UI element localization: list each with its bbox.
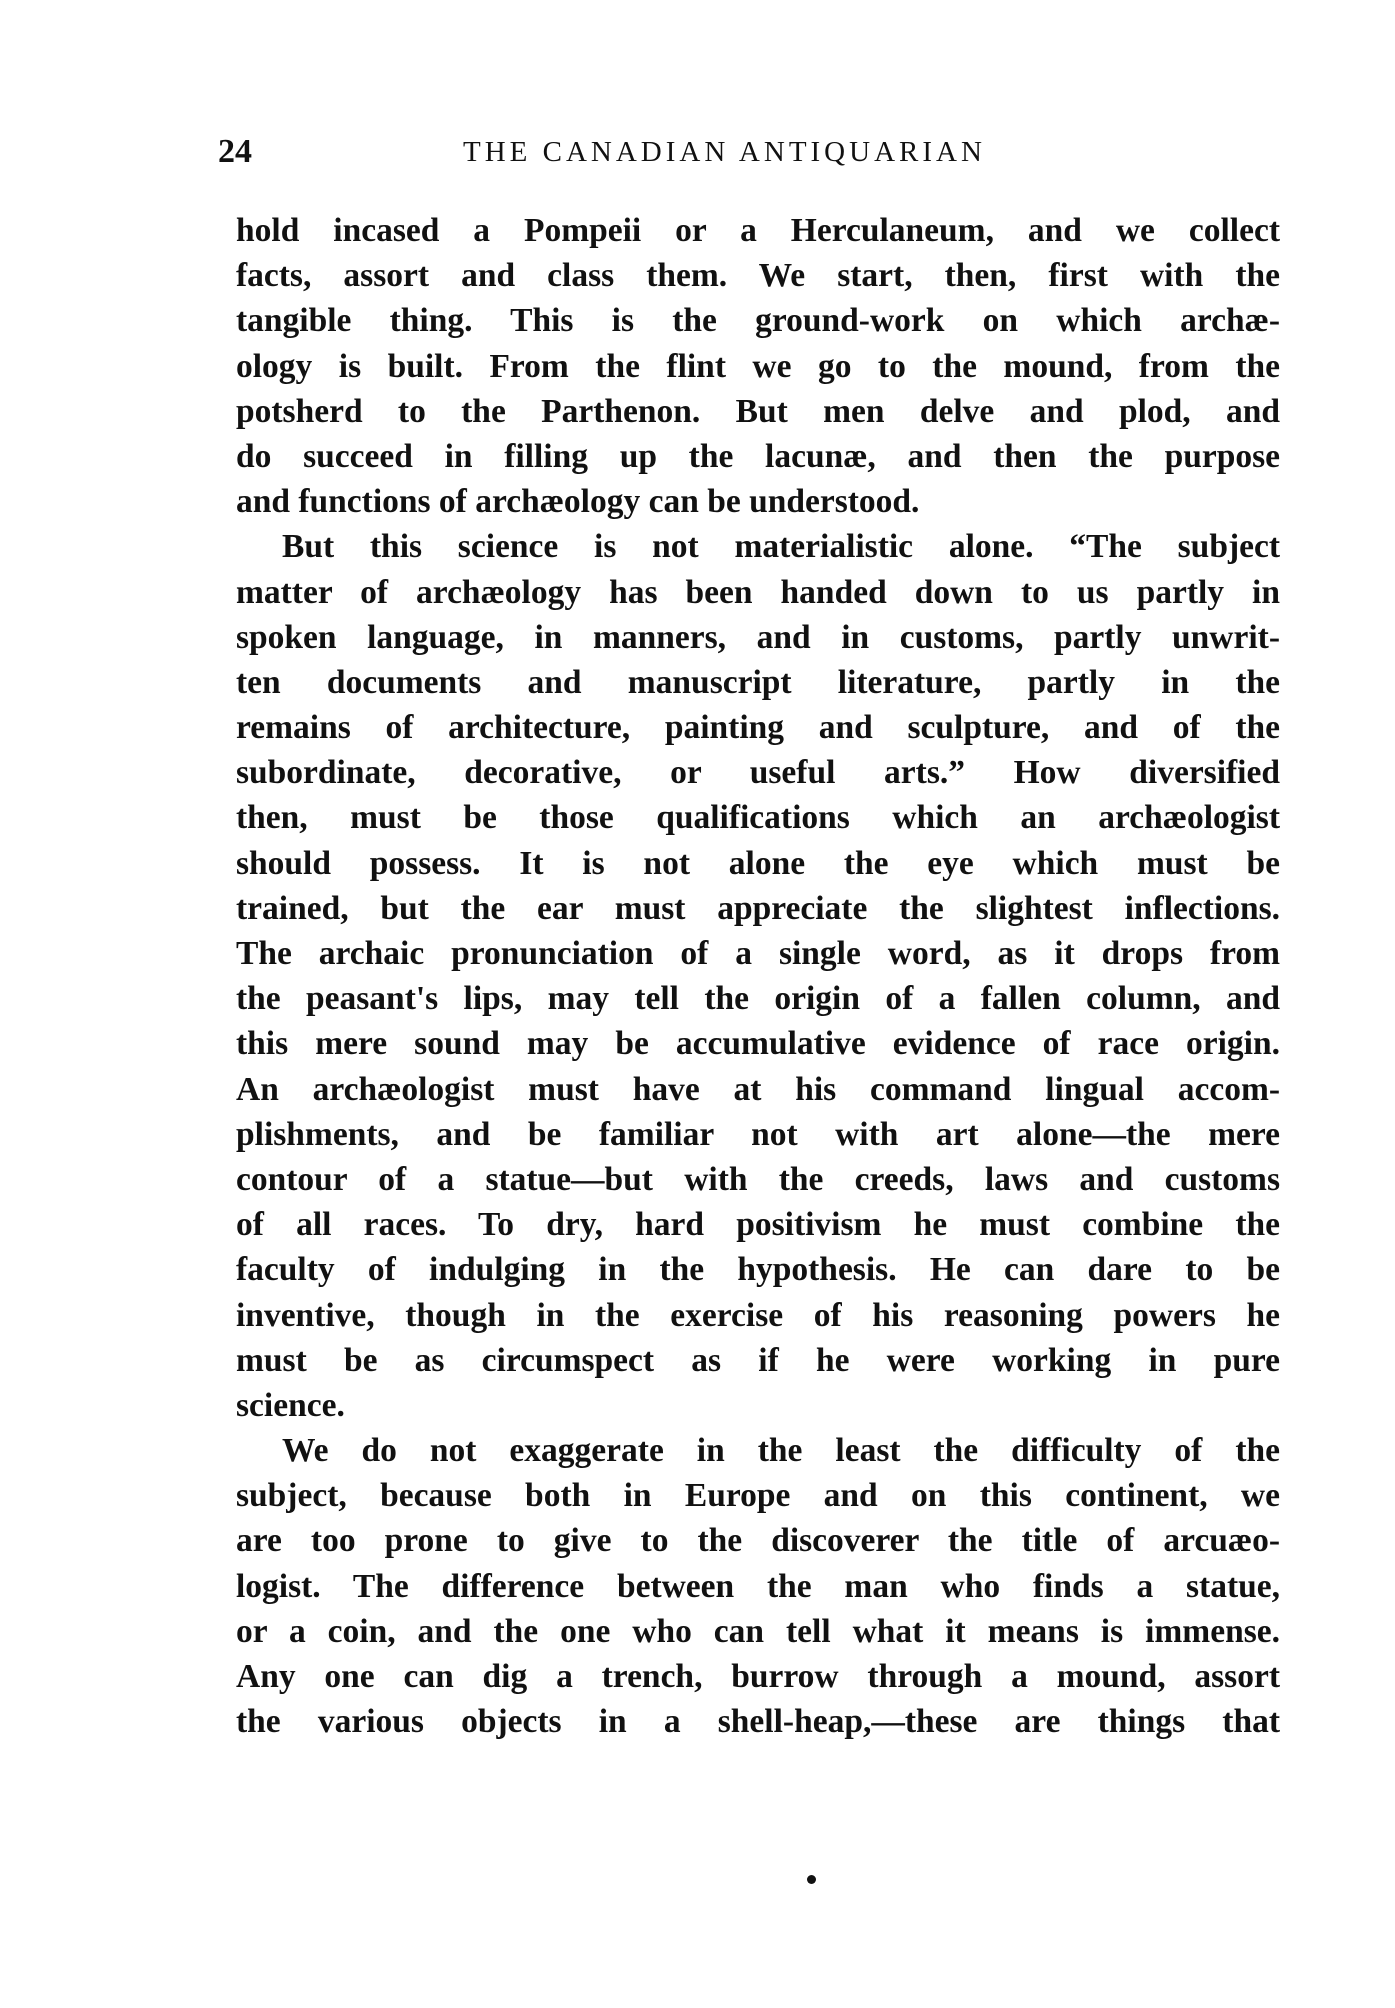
text-line: or a coin, and the one who can tell what it means is immense. (236, 1612, 1280, 1650)
text-line: spoken language, in manners, and in customs, partly unwrit- (236, 618, 1280, 656)
text-line: ten documents and manuscript literature, partly in the (236, 663, 1280, 701)
body-text (236, 208, 1280, 1744)
text-line: science. (236, 1386, 345, 1424)
text-line: and functions of archæology can be understood. (236, 483, 920, 521)
text-line: potsherd to the Parthenon. But men delve and plod, and (236, 392, 1280, 430)
text-line: this mere sound may be accumulative evidence of race origin. (236, 1025, 1280, 1063)
text-line: of all races. To dry, hard positivism he must combine the (236, 1206, 1280, 1244)
text-line: remains of architecture, painting and sculpture, and of the (236, 709, 1280, 747)
running-head (218, 127, 1283, 177)
text-line: We do not exaggerate in the least the difficulty of the (282, 1432, 1280, 1470)
text-line: subject, because both in Europe and on this continent, we (236, 1477, 1280, 1515)
page-number: 24 (218, 133, 252, 170)
text-line: logist. The difference between the man who finds a statue, (236, 1567, 1280, 1605)
text-line: then, must be those qualifications which an archæologist (236, 799, 1280, 837)
text-line: do succeed in filling up the lacunæ, and then the purpose (236, 437, 1280, 475)
text-line: the various objects in a shell-heap,—these are things that (236, 1703, 1280, 1741)
paragraph-3 (236, 1428, 1280, 1744)
text-line: faculty of indulging in the hypothesis. He can dare to be (236, 1251, 1280, 1289)
text-line: tangible thing. This is the ground-work on which archæ- (236, 302, 1280, 340)
ink-dot (807, 1875, 816, 1884)
text-line: inventive, though in the exercise of his reasoning powers he (236, 1296, 1280, 1334)
text-line: trained, but the ear must appreciate the slightest inflections. (236, 889, 1280, 927)
text-line: should possess. It is not alone the eye which must be (236, 844, 1280, 882)
text-line: must be as circumspect as if he were working in pure (236, 1341, 1280, 1379)
text-line: the peasant's lips, may tell the origin of a fallen column, and (236, 980, 1280, 1018)
text-line: An archæologist must have at his command lingual accom- (236, 1070, 1280, 1108)
text-line: The archaic pronunciation of a single word, as it drops from (236, 935, 1280, 972)
journal-title: THE CANADIAN ANTIQUARIAN (463, 136, 986, 168)
text-line: But this science is not materialistic alone. “The subject (282, 528, 1280, 566)
text-line: matter of archæology has been handed down to us partly in (236, 573, 1280, 611)
text-line: plishments, and be familiar not with art alone—the mere (236, 1115, 1280, 1153)
paragraph-1 (236, 208, 1280, 524)
text-line: Any one can dig a trench, burrow through a mound, assort (236, 1658, 1280, 1695)
paragraph-2 (236, 524, 1280, 1428)
text-line: hold incased a Pompeii or a Herculaneum, and we collect (236, 212, 1280, 249)
text-line: ology is built. From the flint we go to the mound, from the (236, 347, 1280, 385)
text-line: contour of a statue—but with the creeds, laws and customs (236, 1160, 1280, 1198)
text-line: facts, assort and class them. We start, then, first with the (236, 257, 1280, 295)
text-line: are too prone to give to the discoverer the title of arcuæo- (236, 1522, 1280, 1560)
text-line: subordinate, decorative, or useful arts.” How diversified (236, 754, 1280, 792)
